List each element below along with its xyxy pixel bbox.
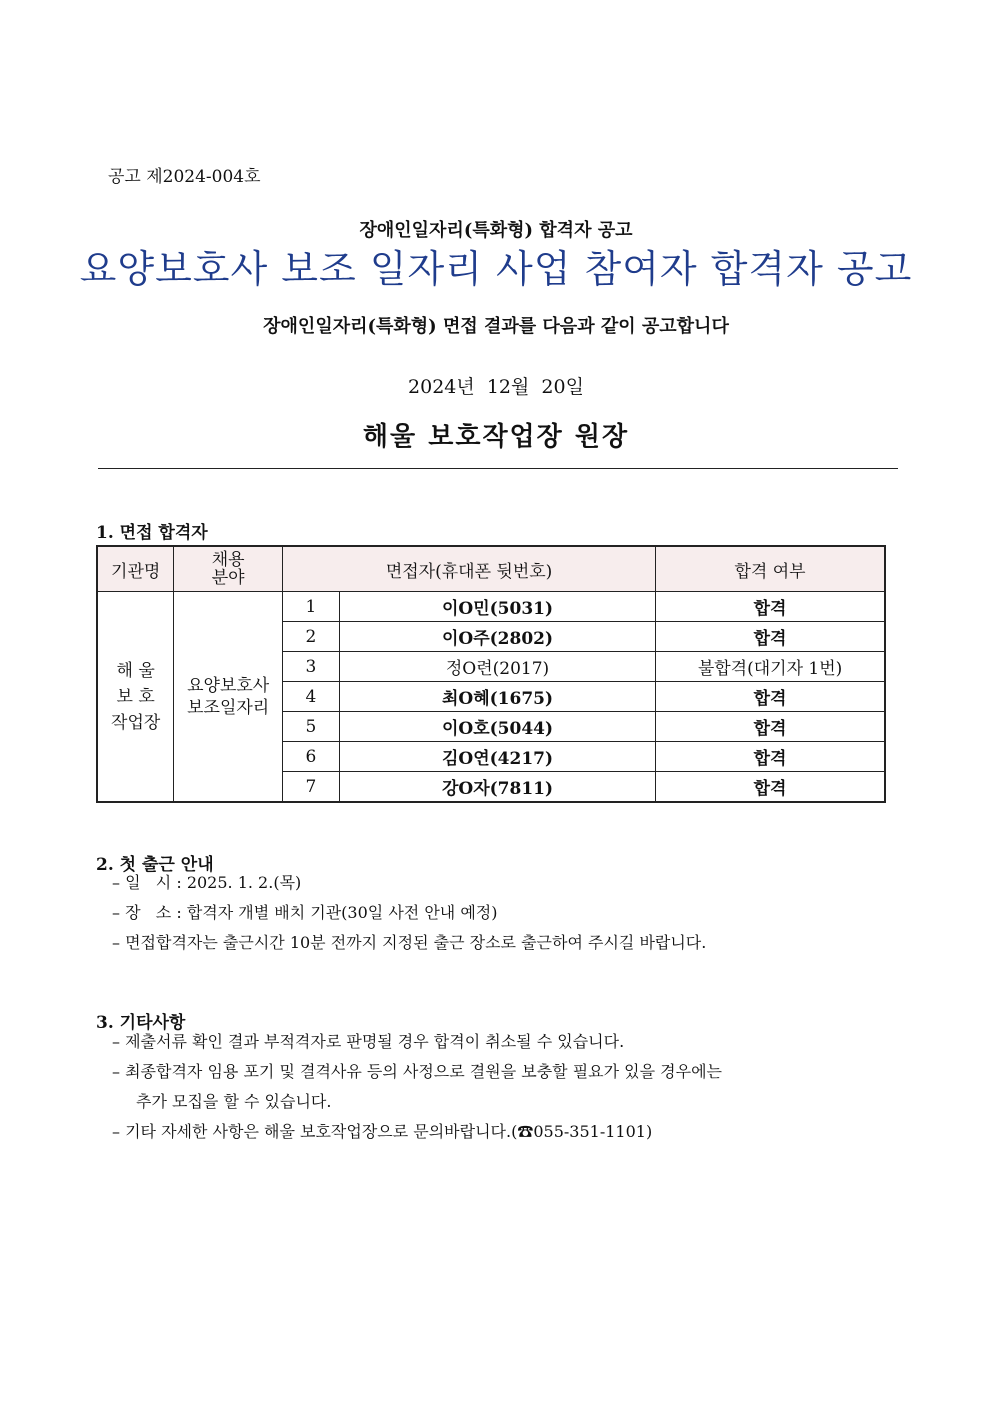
header-result: 합격 여부 — [656, 546, 885, 592]
list-item: – 제출서류 확인 결과 부적격자로 판명될 경우 합격이 취소될 수 있습니다. — [112, 1032, 625, 1051]
lead-text: 장애인일자리(특화형) 면접 결과를 다음과 같이 공고합니다 — [263, 316, 729, 337]
list-item: – 최종합격자 임용 포기 및 결격사유 등의 사정으로 결원을 보충할 필요가 있을 경우에는 — [112, 1062, 722, 1081]
field-cell: 요양보호사 보조일자리 — [174, 592, 283, 803]
candidate-name: 최O혜(1675) — [339, 682, 655, 712]
list-item-continuation: 추가 모집을 할 수 있습니다. — [136, 1092, 332, 1111]
organization-signature: 해울 보호작업장 원장 — [362, 422, 630, 452]
list-item: – 기타 자세한 사항은 해울 보호작업장으로 문의바랍니다.(☎055-351-1101) — [112, 1122, 653, 1141]
list-item: – 장 소 : 합격자 개별 배치 기관(30일 사전 안내 예정) — [112, 903, 498, 922]
row-number: 3 — [283, 652, 340, 682]
result-status: 합격 — [656, 712, 885, 742]
candidate-name: 이O호(5044) — [339, 712, 655, 742]
header-field: 채용 분야 — [174, 546, 283, 592]
section-2-heading: 2. 첫 출근 안내 — [96, 855, 214, 875]
table-header-row — [97, 546, 885, 592]
candidate-name: 이O민(5031) — [339, 592, 655, 622]
result-status: 합격 — [656, 682, 885, 712]
section-1-heading: 1. 면접 합격자 — [96, 523, 208, 543]
row-number: 6 — [283, 742, 340, 772]
section-3-heading: 3. 기타사항 — [96, 1013, 186, 1033]
section-3-list — [112, 1027, 722, 1147]
result-status: 합격 — [656, 742, 885, 772]
row-number: 7 — [283, 772, 340, 803]
org-cell: 해 울 보 호 작업장 — [97, 592, 174, 803]
header-candidate: 면접자(휴대폰 뒷번호) — [283, 546, 656, 592]
section-2-list — [112, 868, 706, 958]
result-status: 합격 — [656, 592, 885, 622]
table-row — [97, 592, 885, 622]
notice-number: 공고 제2024-004호 — [108, 167, 261, 187]
notice-subtitle: 장애인일자리(특화형) 합격자 공고 — [359, 220, 633, 241]
row-number: 1 — [283, 592, 340, 622]
header-org: 기관명 — [97, 546, 174, 592]
notice-date: 2024년 12월 20일 — [408, 376, 584, 398]
row-number: 4 — [283, 682, 340, 712]
candidate-name: 이O주(2802) — [339, 622, 655, 652]
list-item: – 일 시 : 2025. 1. 2.(목) — [112, 873, 302, 892]
divider — [98, 468, 898, 469]
list-item: – 면접합격자는 출근시간 10분 전까지 지정된 출근 장소로 출근하여 주시길 바랍니다. — [112, 933, 707, 952]
candidate-name: 강O자(7811) — [339, 772, 655, 803]
result-status: 합격 — [656, 772, 885, 803]
result-status: 합격 — [656, 622, 885, 652]
row-number: 2 — [283, 622, 340, 652]
results-table — [96, 545, 886, 803]
result-status: 불합격(대기자 1번) — [656, 652, 885, 682]
candidate-name: 정O련(2017) — [339, 652, 655, 682]
page-title: 요양보호사 보조 일자리 사업 참여자 합격자 공고 — [79, 247, 913, 291]
row-number: 5 — [283, 712, 340, 742]
candidate-name: 김O연(4217) — [339, 742, 655, 772]
